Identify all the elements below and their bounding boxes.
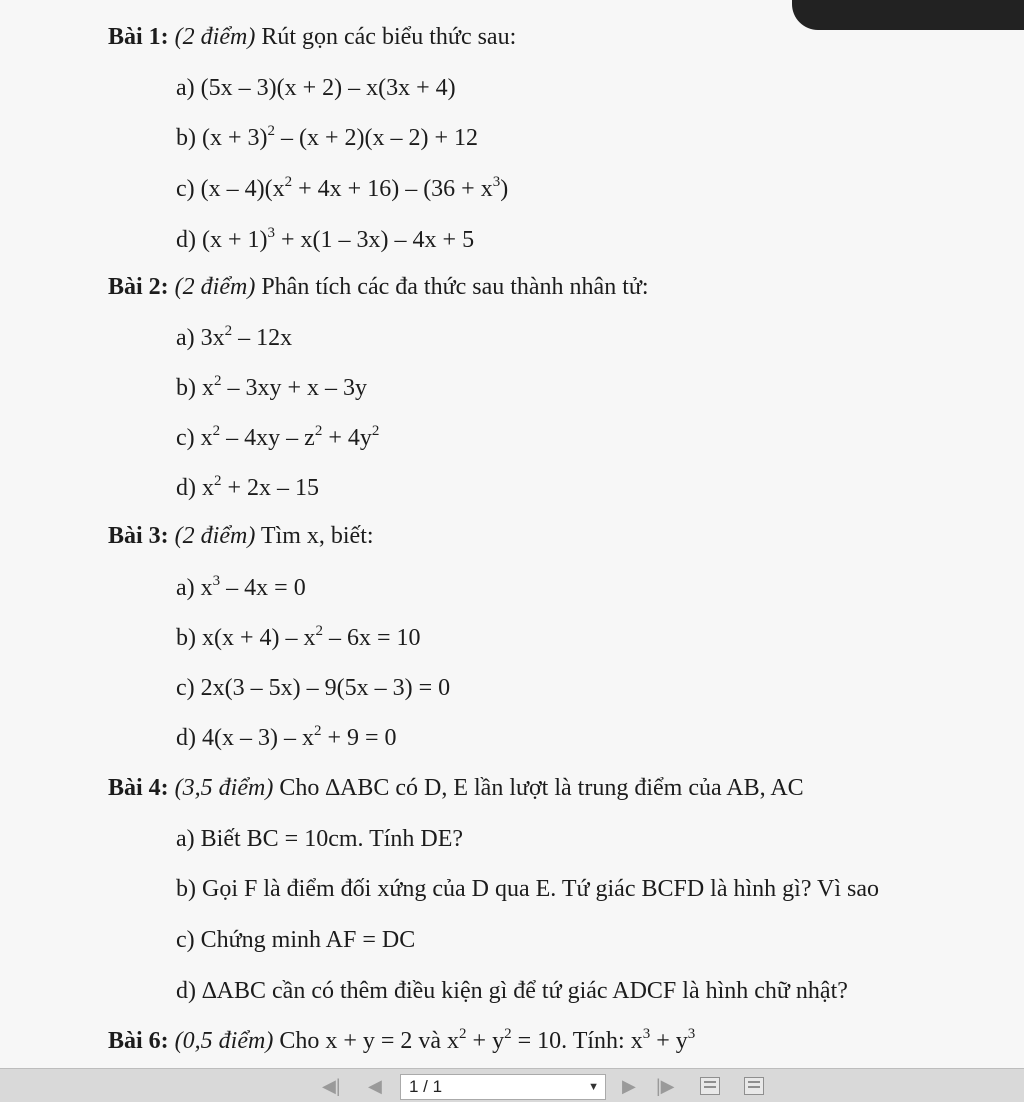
- page-view-icon[interactable]: [744, 1077, 764, 1095]
- bai1-points: (2 điểm): [174, 24, 256, 50]
- bai3-label: Bài 3:: [108, 523, 169, 549]
- page-layout-icon[interactable]: [700, 1077, 720, 1095]
- bai3-points: (2 điểm): [174, 523, 256, 549]
- last-page-button[interactable]: |▶: [656, 1076, 675, 1096]
- bai1-item-b: b) $(x + 3)^2 - (x + 2)(x - 2) + 12$: [176, 123, 479, 151]
- bai4-heading: [108, 775, 804, 802]
- bai4-item-c: c) Chứng minh AF = DC: [176, 927, 416, 953]
- bai1-item-c: c) $(x - 4)(x^2 + 4x + 16) - (36 + x^3)$: [176, 174, 509, 202]
- bai2-text: Phân tích các đa thức sau thành nhân tử:: [261, 274, 649, 300]
- bai2-item-c: c) $x^2 - 4xy - z^2 + 4y^2$: [176, 423, 380, 451]
- bai3-item-c: c) 2x(3 – 5x) – 9(5x – 3) = 0: [176, 675, 451, 701]
- bai2-points: (2 điểm): [174, 274, 256, 300]
- bai4-item-a: a) Biết BC = 10cm. Tính DE?: [176, 826, 464, 852]
- next-page-button[interactable]: ▶: [622, 1076, 636, 1096]
- bai2-item-a: a) $3x^2 - 12x$: [176, 323, 293, 351]
- window-corner-overlay: [792, 0, 1024, 30]
- bai1-item-a: a) (5x – 3)(x + 2) – x(3x + 4): [176, 75, 456, 101]
- bai1-label: Bài 1:: [108, 24, 169, 50]
- prev-page-button[interactable]: ◀: [368, 1076, 382, 1096]
- bai3-heading: [108, 523, 374, 550]
- bai1-item-d: d) $(x + 1)^3 + x(1 - 3x) - 4x + 5$: [176, 225, 475, 253]
- bai3-text: Tìm x, biết:: [260, 523, 374, 549]
- first-page-button[interactable]: ◀|: [322, 1076, 341, 1096]
- bai2-label: Bài 2:: [108, 274, 169, 300]
- bai2-heading: [108, 274, 649, 301]
- page-indicator: 1 / 1: [409, 1077, 443, 1096]
- bai4-points: (3,5 điểm): [174, 775, 274, 801]
- page-select[interactable]: [400, 1074, 606, 1100]
- bai2-item-b: b) $x^2 - 3xy + x - 3y$: [176, 373, 368, 401]
- bai3-item-d: d) $4(x - 3) - x^2 + 9 = 0$: [176, 723, 397, 751]
- bai3-item-a: a) $x^3 - 4x = 0$: [176, 573, 306, 601]
- chevron-down-icon: ▼: [588, 1081, 599, 1093]
- bai2-item-d: d) $x^2 + 2x - 15$: [176, 473, 320, 501]
- bai4-label: Bài 4:: [108, 775, 169, 801]
- bai1-text: Rút gọn các biểu thức sau:: [261, 24, 517, 50]
- viewer-toolbar: [0, 1068, 1024, 1102]
- bai6-points: (0,5 điểm): [174, 1028, 274, 1054]
- bai6-heading: Bài 6: (0,5 điểm) Cho x + y = 2 và $x^2 + y^2 = 10$. Tính: $x^3 + y^3$: [108, 1026, 696, 1054]
- bai4-item-b: b) Gọi F là điểm đối xứng của D qua E. Tứ giác BCFD là hình gì? Vì sao: [176, 876, 880, 902]
- bai6-label: Bài 6:: [108, 1028, 169, 1054]
- bai4-item-d: d) ∆ABC cần có thêm điều kiện gì để tứ giác ADCF là hình chữ nhật?: [176, 978, 848, 1004]
- bai1-heading: [108, 24, 516, 51]
- bai3-item-b: b) $x(x + 4) - x^2 - 6x = 10$: [176, 623, 421, 651]
- bai4-text: Cho ∆ABC có D, E lần lượt là trung điểm của AB, AC: [279, 775, 804, 801]
